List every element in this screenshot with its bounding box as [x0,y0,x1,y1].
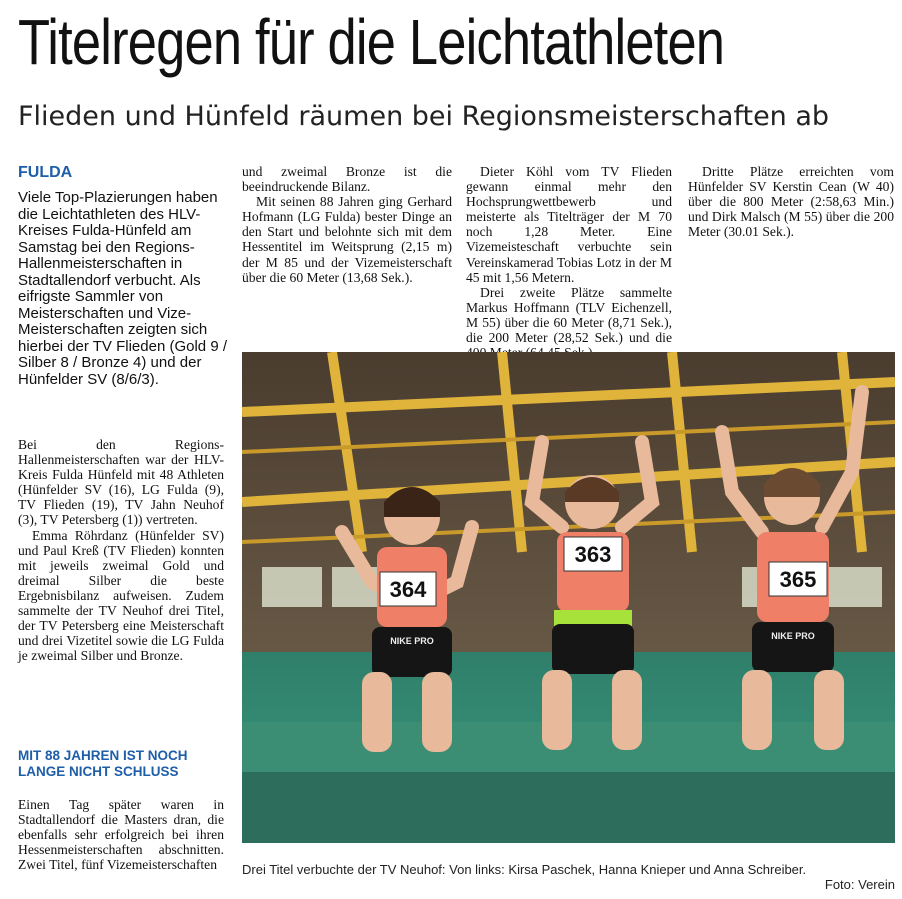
section-subheading: MIT 88 JAHREN IST NOCH LANGE NICHT SCHLUSS [18,748,188,779]
body-paragraph: Dieter Köhl vom TV Flieden gewann einmal mehr den Hochsprungwettbewerb und meisterte als Titelträger der M 70 noch 1,28 Meter. Eine Vizemeisteschaft verbuchte sein Vereinskamerad Tobias Lotz in der M 45 mit 1,56 Metern. [466,164,672,285]
body-paragraph: und zweimal Bronze ist die beeindruckende Bilanz. [242,164,452,195]
headline: Titelregen für die Leichtathleten [18,6,725,78]
dateline: FULDA [18,164,73,181]
body-column-1-continued [18,797,224,872]
body-paragraph: Dritte Plätze erreichten vom Hünfelder SV Kerstin Cean (W 40) über die 800 Meter (2:58,63 Min.) und Dirk Malsch (M 55) über die 200 Meter (30.01 Sek.). [688,164,894,240]
subheadline: Flieden und Hünfeld räumen bei Regionsmeisterschaften ab [18,101,830,132]
photo-illustration [242,352,895,843]
body-paragraph: Bei den Regions-Hallenmeisterschaften war der HLV-Kreis Fulda Hünfeld mit 48 Athleten (Hünfelder SV (16), LG Fulda (9), TV Flieden (19), TV Jahn Neuhof (3), TV Petersberg (1)) vertreten. [18,437,224,528]
article-photo [242,352,895,843]
shorts-logo: NIKE PRO [771,631,815,641]
lead-paragraph: Viele Top-Plazierungen haben die Leichtathleten des HLV-Kreises Fulda-Hünfeld am Samstag bei den Regions-Hallenmeisterschaften in Stadtallendorf verbucht. Als eifrigste Sammler von Meisterschaften und Vize-Meisterschaften zeigten sich hierbei der TV Flieden (Gold 9 / Silber 8 / Bronze 4) und der Hünfelder SV (8/6/3). [18,189,227,388]
body-paragraph: Drei zweite Plätze sammelte Markus Hoffmann (TLV Eichenzell, M 55) über die 60 Meter (8,71 Sek.), die 200 Meter (28,52 Sek.) und die [466,284,672,346]
bib-number: 364 [389,577,427,602]
body-column-1 [18,437,224,663]
photo-caption [242,862,895,892]
body-paragraph: Emma Röhrdanz (Hünfelder SV) und Paul Kreß (TV Flieden) konnten mit jeweils zweimal Gold und dreimal Silber die beste Ergebnisbilanz aufweisen. Zudem sammelte der TV Neuhof drei Titel, der TV Petersberg eine Meisterschaft und drei Vizetitel sowie die LG Fulda je zweimal Silber und Bronze. [18,527,224,664]
shorts-logo: NIKE PRO [390,636,434,646]
photo-credit: Foto: Verein [824,877,895,892]
caption-text: Drei Titel verbuchte der TV Neuhof: Von links: Kirsa Paschek, Hanna Knieper und Anna Schreiber. [242,862,807,877]
body-column-4 [688,164,894,239]
bib-number: 363 [574,542,612,567]
body-column-2 [242,164,452,285]
body-paragraph: Einen Tag später waren in Stadtallendorf die Masters dran, die ebenfalls sehr erfolgreich bei ihren Hessenmeisterschaften abschnitten. Zwei Titel, fünf Vizemeisterschaften [18,797,224,873]
bib-number: 365 [779,567,817,592]
body-column-3 [466,164,672,360]
body-paragraph: Mit seinen 88 Jahren ging Gerhard Hofmann (LG Fulda) bester Dinge an den Start und belohnte sich mit dem Hessentitel im Weitsprung (2,15 m) der M 85 und der Vizemeisterschaft über die 60 Meter (13,68 Sek.). [242,194,452,285]
